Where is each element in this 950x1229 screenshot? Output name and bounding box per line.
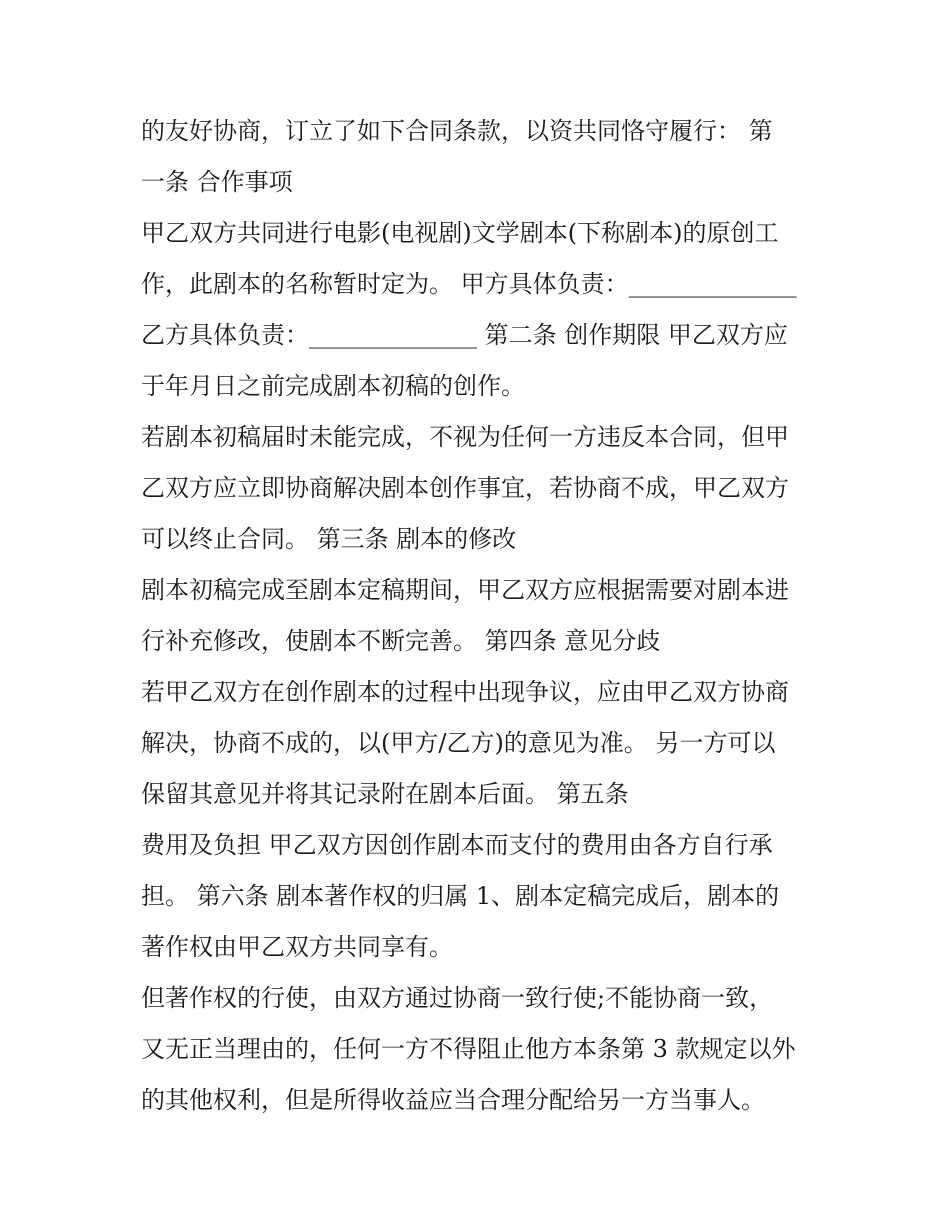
text-line-5: 乙方具体负责：______________ 第二条 创作期限 甲乙双方应 (141, 321, 788, 349)
text-line-20: 的其他权利，但是所得收益应当合理分配给另一方当事人。 (141, 1086, 765, 1114)
text-line-13: 解决，协商不成的，以(甲方/乙方)的意见为准。 另一方可以 (141, 729, 776, 757)
contract-body (141, 106, 821, 1126)
text-line-1: 的友好协商，订立了如下合同条款，以资共同恪守履行： 第 (141, 117, 773, 145)
text-line-2: 一条 合作事项 (141, 168, 293, 196)
text-line-9: 可以终止合同。 第三条 剧本的修改 (141, 525, 517, 553)
text-line-15: 费用及负担 甲乙双方因创作剧本而支付的费用由各方自行承 (141, 831, 773, 859)
text-line-7: 若剧本初稿届时未能完成，不视为任何一方违反本合同，但甲 (141, 423, 789, 451)
text-line-8: 乙双方应立即协商解决剧本创作事宜，若协商不成，甲乙双方 (141, 474, 789, 502)
text-line-16: 担。 第六条 剧本著作权的归属 1、剧本定稿完成后，剧本的 (141, 882, 780, 910)
text-line-4: 作，此剧本的名称暂时定为。 甲方具体负责：______________ (141, 270, 797, 298)
text-line-6: 于年月日之前完成剧本初稿的创作。 (141, 372, 525, 400)
text-line-18: 但著作权的行使，由双方通过协商一致行使;不能协商一致， (141, 984, 774, 1012)
text-line-10: 剧本初稿完成至剧本定稿期间，甲乙双方应根据需要对剧本进 (141, 576, 789, 604)
text-line-19: 又无正当理由的，任何一方不得阻止他方本条第 3 款规定以外 (141, 1035, 796, 1063)
text-line-12: 若甲乙双方在创作剧本的过程中出现争议，应由甲乙双方协商 (141, 678, 789, 706)
text-line-14: 保留其意见并将其记录附在剧本后面。 第五条 (141, 780, 629, 808)
text-line-3: 甲乙双方共同进行电影(电视剧)文学剧本(下称剧本)的原创工 (141, 219, 779, 247)
text-line-17: 著作权由甲乙双方共同享有。 (141, 933, 453, 961)
text-line-11: 行补充修改，使剧本不断完善。 第四条 意见分歧 (141, 627, 661, 655)
